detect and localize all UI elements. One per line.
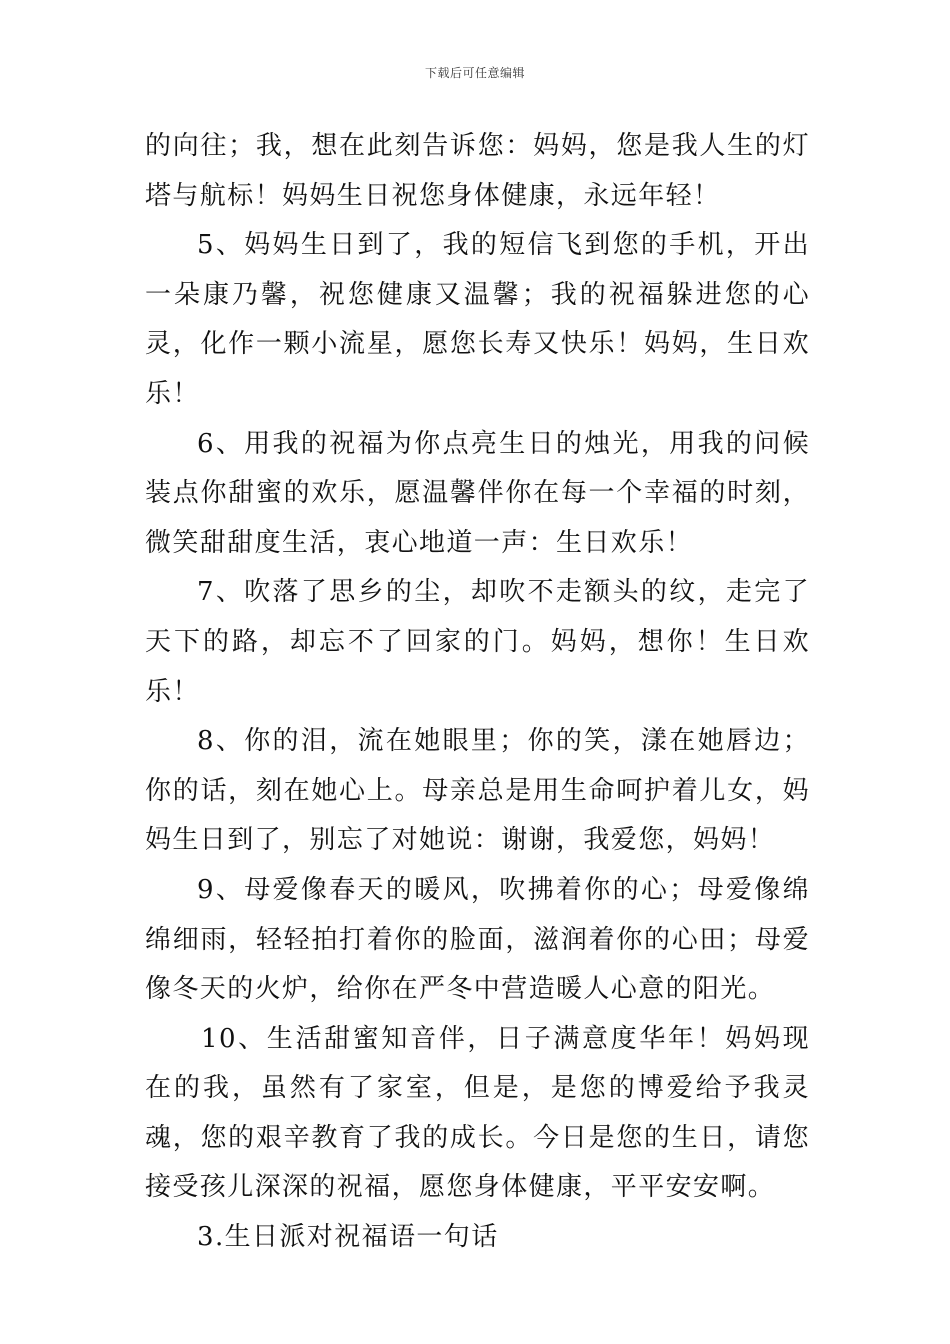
paragraph-item-9: 9、母爱像春天的暖风，吹拂着你的心；母爱像绵绵细雨，轻轻拍打着你的脸面，滋润着你的心田；母爱像冬天的火炉，给你在严冬中营造暖人心意的阳光。 [145, 874, 810, 1005]
paragraph-item-6: 6、用我的祝福为你点亮生日的烛光，用我的问候装点你甜蜜的欢乐，愿温馨伴你在每一个幸福的时刻，微笑甜甜度生活，衷心地道一声：生日欢乐！ [145, 428, 810, 558]
section-heading: 3.生日派对祝福语一句话 [197, 1222, 499, 1253]
document-body [145, 122, 810, 1263]
paragraph-item-10: 10、生活甜蜜知音伴，日子满意度华年！妈妈现在的我，虽然有了家室，但是，是您的博爱给予我灵魂，您的艰辛教育了我的成长。今日是您的生日，请您接受孩儿深深的祝福，愿您身体健康，平平安安啊。 [145, 1023, 810, 1203]
paragraph-item-5: 5、妈妈生日到了，我的短信飞到您的手机，开出一朵康乃馨，祝您健康又温馨；我的祝福躲进您的心灵，化作一颗小流星，愿您长寿又快乐！妈妈，生日欢乐！ [145, 230, 810, 409]
paragraph-item-8: 8、你的泪，流在她眼里；你的笑，漾在她唇边；你的话，刻在她心上。母亲总是用生命呵护着儿女，妈妈生日到了，别忘了对她说：谢谢，我爱您，妈妈！ [145, 726, 810, 856]
paragraph-item-7: 7、吹落了思乡的尘，却吹不走额头的纹，走完了天下的路，却忘不了回家的门。妈妈，想你！生日欢乐！ [145, 577, 810, 707]
paragraph-continuation: 的向往；我，想在此刻告诉您：妈妈，您是我人生的灯塔与航标！妈妈生日祝您身体健康，永远年轻！ [145, 131, 810, 211]
header-note: 下载后可任意编辑 [424, 66, 525, 80]
